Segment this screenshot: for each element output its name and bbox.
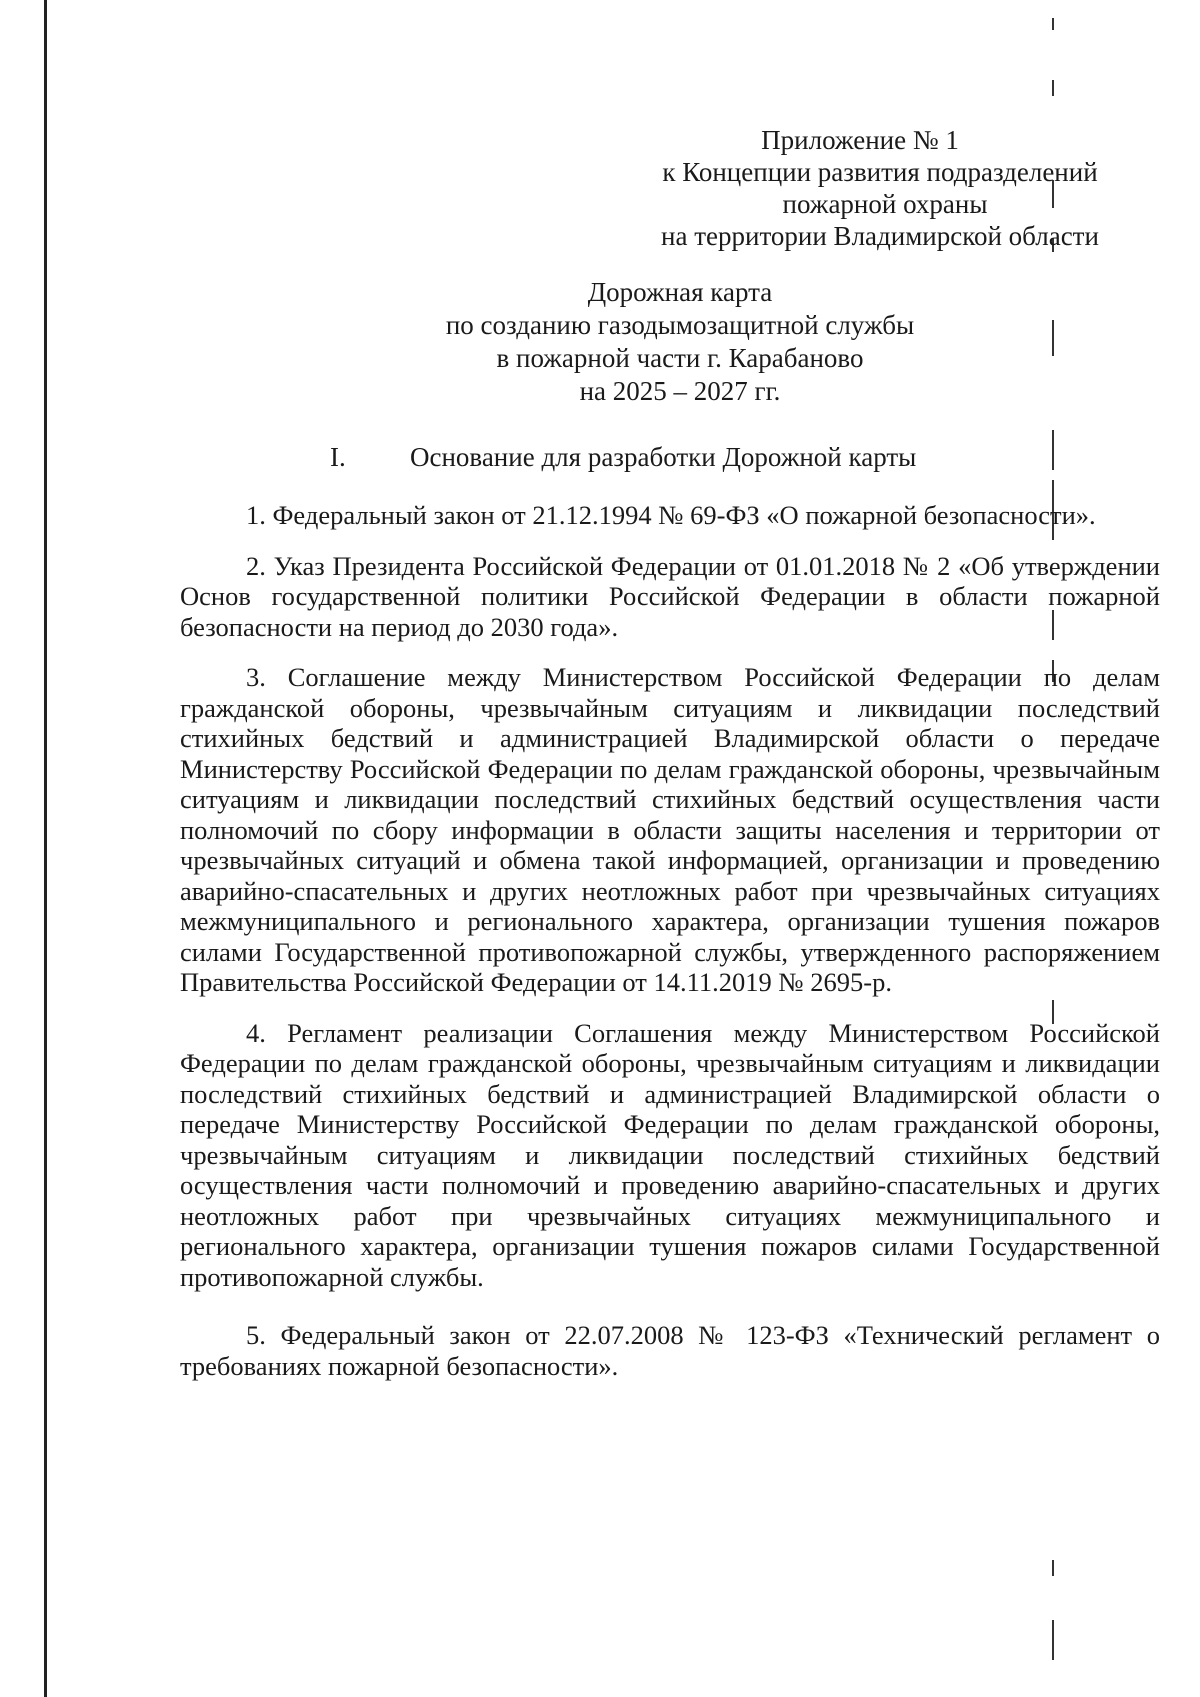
paragraph-item-3: 3. Соглашение между Министерством Российской Федерации по делам гражданской обороны, чрезвычайным ситуациям и ликвидации последствий стихийных бедствий и администрацией Владимирской области о передаче Министерству Российской Федерации по делам гражданской обороны, чрезвычайным ситуациям и ликвидации последствий стихийных бедствий осуществления части полномочий по сбору информации в области защиты населения и территории от чрезвычайных ситуаций и обмена такой информацией, организации и проведению аварийно-спасательных и других неотложных работ при чрезвычайных ситуациях межмуниципального и регионального характера, организации тушения пожаров силами Государственной противопожарной службы, утвержденного распоряжением Правительства Российской Федерации от 14.11.2019 № 2695-р. <box>180 662 1160 997</box>
appendix-fire-guard: пожарной охраны <box>782 189 988 219</box>
appendix-number: Приложение № 1 <box>761 125 959 155</box>
scan-left-edge <box>44 0 47 1697</box>
section-number: I. <box>330 442 346 472</box>
document-body <box>180 500 1160 1401</box>
title-roadmap: Дорожная карта <box>587 277 773 307</box>
paragraph-item-5: 5. Федеральный закон от 22.07.2008 № 123-ФЗ «Технический регламент о требованиях пожарной безопасности». <box>180 1320 1160 1381</box>
title-purpose: по созданию газодымозащитной службы <box>445 310 915 340</box>
appendix-territory: на территории Владимирской области <box>661 221 1099 251</box>
appendix-header <box>600 124 1160 252</box>
appendix-concept: к Концепции развития подразделений <box>662 157 1098 187</box>
title-period: на 2025 – 2027 гг. <box>579 376 781 406</box>
paragraph-item-2: 2. Указ Президента Российской Федерации от 01.01.2018 № 2 «Об утверждении Основ государственной политики Российской Федерации в области пожарной безопасности на период до 2030 года». <box>180 550 1160 642</box>
document-title <box>360 276 1000 408</box>
paragraph-item-4: 4. Регламент реализации Соглашения между Министерством Российской Федерации по делам гражданской обороны, чрезвычайным ситуациям и ликвидации последствий стихийных бедствий и администрацией Владимирской области о передаче Министерству Российской Федерации по делам гражданской обороны, чрезвычайным ситуациям и ликвидации последствий стихийных бедствий осуществления части полномочий и проведению аварийно-спасательных и других неотложных работ при чрезвычайных ситуациях межмуниципального и регионального характера, организации тушения пожаров силами Государственной противопожарной службы. <box>180 1017 1160 1292</box>
paragraph-item-1: 1. Федеральный закон от 21.12.1994 № 69-ФЗ «О пожарной безопасности». <box>246 500 1096 530</box>
section-heading <box>330 440 1030 474</box>
section-title: Основание для разработки Дорожной карты <box>410 442 917 472</box>
title-location: в пожарной части г. Карабаново <box>496 343 864 373</box>
